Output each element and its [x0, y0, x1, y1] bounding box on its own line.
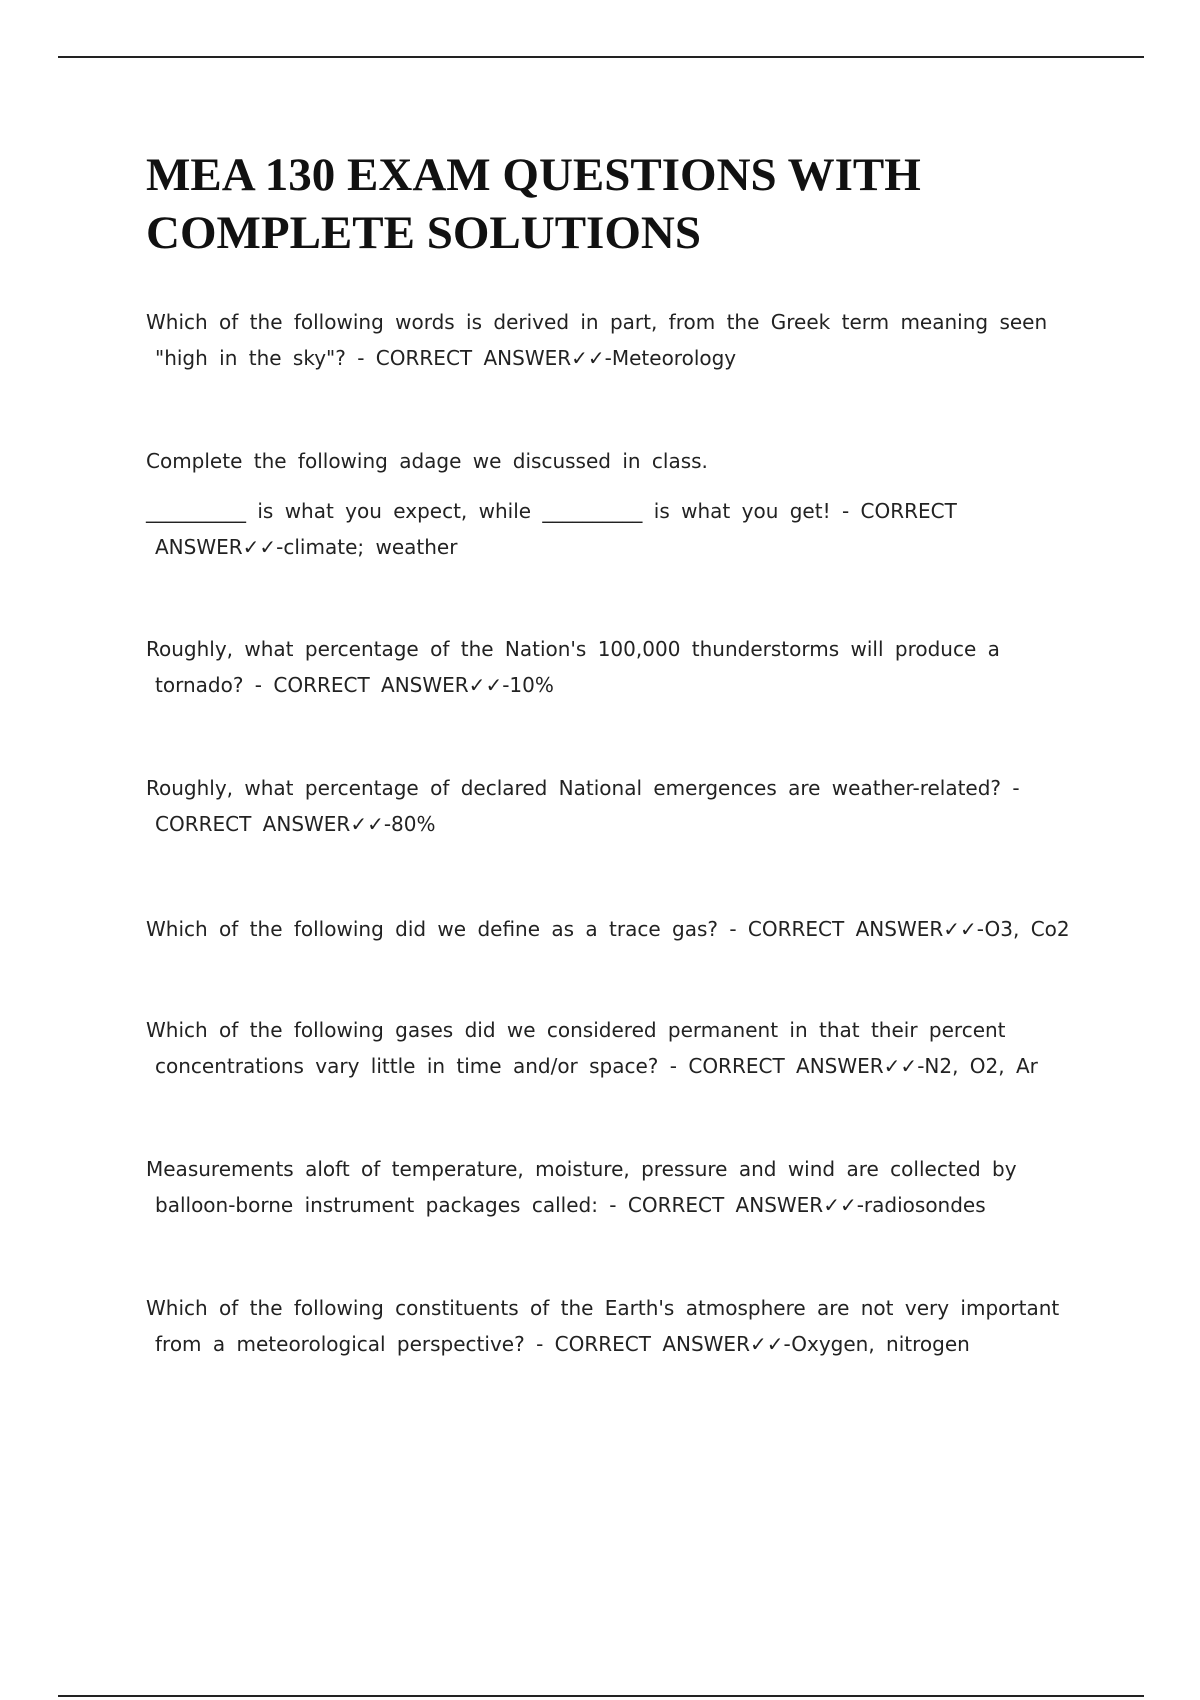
question-text: Which of the following gases did we considered permanent in that their percent	[146, 1018, 1006, 1042]
qa-item	[146, 443, 1066, 565]
title-line-1: MEA 130 EXAM QUESTIONS WITH	[146, 149, 921, 201]
answer-text: CORRECT ANSWER✓✓-80%	[155, 812, 436, 836]
qa-item	[146, 770, 1066, 842]
question-text: Roughly, what percentage of the Nation's 100,000 thunderstorms will produce a	[146, 637, 1000, 661]
question-answer-text: "high in the sky"? - CORRECT ANSWER✓✓-Meteorology	[155, 346, 737, 370]
question-answer-text: concentrations vary little in time and/or space? - CORRECT ANSWER✓✓-N2, O2, Ar	[155, 1054, 1038, 1078]
question-blank-text: __________ is what you expect, while __________ is what you get! - CORRECT	[146, 499, 957, 523]
bottom-rule	[58, 1695, 1144, 1697]
qa-item	[146, 631, 1066, 703]
qa-item	[146, 304, 1066, 376]
answer-text: ANSWER✓✓-climate; weather	[155, 535, 458, 559]
qa-item	[146, 1290, 1066, 1362]
question-text: Complete the following adage we discussed in class.	[146, 449, 708, 473]
qa-item	[146, 1151, 1066, 1223]
question-answer-text: tornado? - CORRECT ANSWER✓✓-10%	[155, 673, 554, 697]
qa-item	[146, 911, 1070, 947]
question-text: Measurements aloft of temperature, moisture, pressure and wind are collected by	[146, 1157, 1017, 1181]
document-title	[146, 146, 1106, 262]
top-rule	[58, 56, 1144, 58]
title-line-2: COMPLETE SOLUTIONS	[146, 207, 701, 259]
qa-item	[146, 1012, 1066, 1084]
question-text: Which of the following constituents of the Earth's atmosphere are not very important	[146, 1296, 1060, 1320]
question-answer-text: Which of the following did we define as a trace gas? - CORRECT ANSWER✓✓-O3, Co2	[146, 917, 1070, 941]
question-text: Roughly, what percentage of declared National emergences are weather-related? -	[146, 776, 1020, 800]
question-answer-text: balloon-borne instrument packages called: - CORRECT ANSWER✓✓-radiosondes	[155, 1193, 986, 1217]
question-answer-text: from a meteorological perspective? - CORRECT ANSWER✓✓-Oxygen, nitrogen	[155, 1332, 970, 1356]
question-text: Which of the following words is derived in part, from the Greek term meaning seen	[146, 310, 1048, 334]
